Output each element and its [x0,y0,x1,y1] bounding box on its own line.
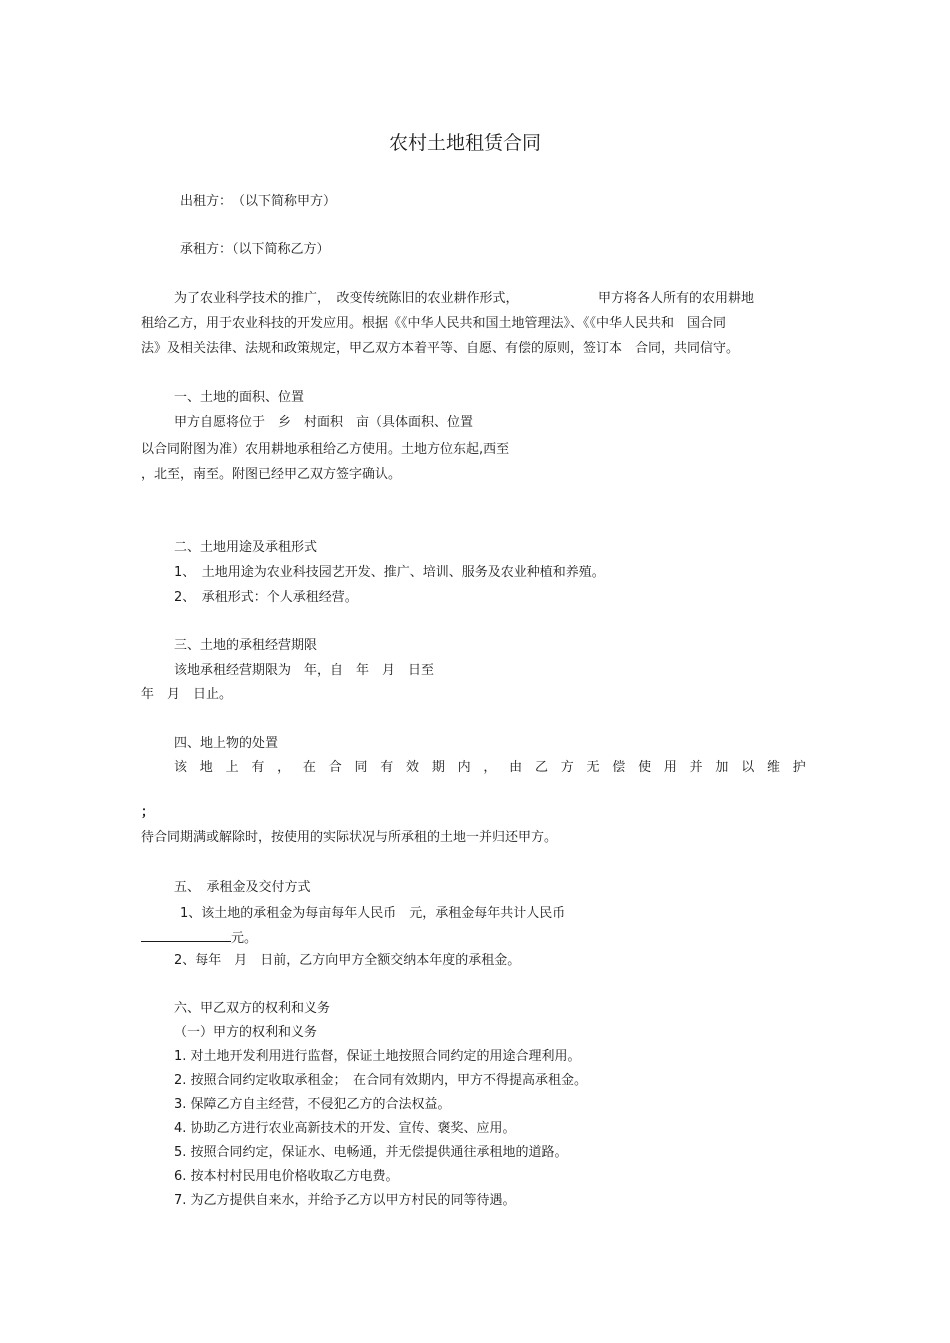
list-item: 3. 保障乙方自主经营，不侵犯乙方的合法权益。 [174,1097,451,1112]
char: 有 [380,760,394,775]
char: ， [277,760,291,775]
intro-line-1b: 甲方将各人所有的农用耕地 [598,291,755,306]
char: 该 [174,760,188,775]
char: 同 [354,760,368,775]
intro-line-3: 法》及相关法律、法规和政策规定，甲乙双方本着平等、自愿、有偿的原则，签订本 合同，共同信守。 [141,341,740,356]
section-6-subheading: （一）甲方的权利和义务 [174,1025,318,1040]
document-title: 农村土地租赁合同 [389,132,542,154]
char: 合 [328,760,342,775]
section-1-heading: 一、土地的面积、位置 [174,390,305,405]
section-4-line-2: 待合同期满或解除时，按使用的实际状况与所承租的土地一并归还甲方。 [141,830,558,845]
section-3-line-2: 年 月 日止。 [141,687,233,702]
char: 使 [638,760,652,775]
char: ， [483,760,497,775]
section-5-item-1: 1、该土地的承租金为每亩每年人民币 元，承租金每年共计人民币 [180,906,566,921]
char: 方 [560,760,574,775]
char: 加 [715,760,729,775]
char: 内 [457,760,471,775]
char: 无 [586,760,600,775]
intro-line-2: 租给乙方，用于农业科技的开发应用。根据《《中华人民共和国土地管理法》、《《中华人民共和 国合同 [141,316,727,331]
section-3-heading: 三、土地的承租经营期限 [174,638,318,653]
section-2-item-2: 2、 承租形式：个人承租经营。 [174,590,358,605]
list-item: 6. 按本村村民用电价格收取乙方电费。 [174,1169,399,1184]
fill-in-blank [141,930,231,942]
section-5-item-1-tail: 元。 [231,931,258,946]
section-5-item-2: 2、每年 月 日前，乙方向甲方全额交纳本年度的承租金。 [174,953,521,968]
section-3-line-1: 该地承租经营期限为 年，自 年 月 日至 [174,663,435,678]
char: 在 [302,760,316,775]
char: 用 [663,760,677,775]
intro-line-1a: 为了农业科学技术的推广， 改变传统陈旧的农业耕作形式， [174,291,519,306]
section-2-item-1: 1、 土地用途为农业科技园艺开发、推广、培训、服务及农业种植和养殖。 [174,565,605,580]
char: 上 [225,760,239,775]
list-item: 7. 为乙方提供自来水，并给予乙方以甲方村民的同等待遇。 [174,1193,516,1208]
section-5-item-1-tail-row [141,930,257,947]
lessee-line: 承租方：（以下简称乙方） [180,242,330,257]
section-1-line-2: 以合同附图为准）农用耕地承租给乙方使用。土地方位东起,西至 [141,442,510,457]
section-1-line-1: 甲方自愿将位于 乡 村面积 亩（具体面积、位置 [174,415,474,430]
section-4-heading: 四、地上物的处置 [174,736,279,751]
section-5-heading: 五、 承租金及交付方式 [174,880,311,895]
section-6-heading: 六、甲乙双方的权利和义务 [174,1001,331,1016]
section-4-semicolon: ； [141,805,155,820]
char: 由 [509,760,523,775]
char: 期 [431,760,445,775]
char: 有 [251,760,265,775]
list-item: 2. 按照合同约定收取承租金； 在合同有效期内，甲方不得提高承租金。 [174,1073,588,1088]
section-2-heading: 二、土地用途及承租形式 [174,540,318,555]
char: 地 [199,760,213,775]
char: 护 [792,760,806,775]
char: 以 [741,760,755,775]
char: 乙 [534,760,548,775]
list-item: 4. 协助乙方进行农业高新技术的开发、宣传、褒奖、应用。 [174,1121,516,1136]
char: 偿 [612,760,626,775]
char: 效 [406,760,420,775]
section-4-line-1 [174,760,806,776]
list-item: 1. 对土地开发利用进行监督，保证土地按照合同约定的用途合理利用。 [174,1049,581,1064]
char: 维 [766,760,780,775]
char: 并 [689,760,703,775]
lessor-line: 出租方： （以下简称甲方） [180,194,337,209]
section-1-line-3: ，北至，南至。附图已经甲乙双方签字确认。 [141,467,402,482]
list-item: 5. 按照合同约定，保证水、电畅通，并无偿提供通往承租地的道路。 [174,1145,568,1160]
